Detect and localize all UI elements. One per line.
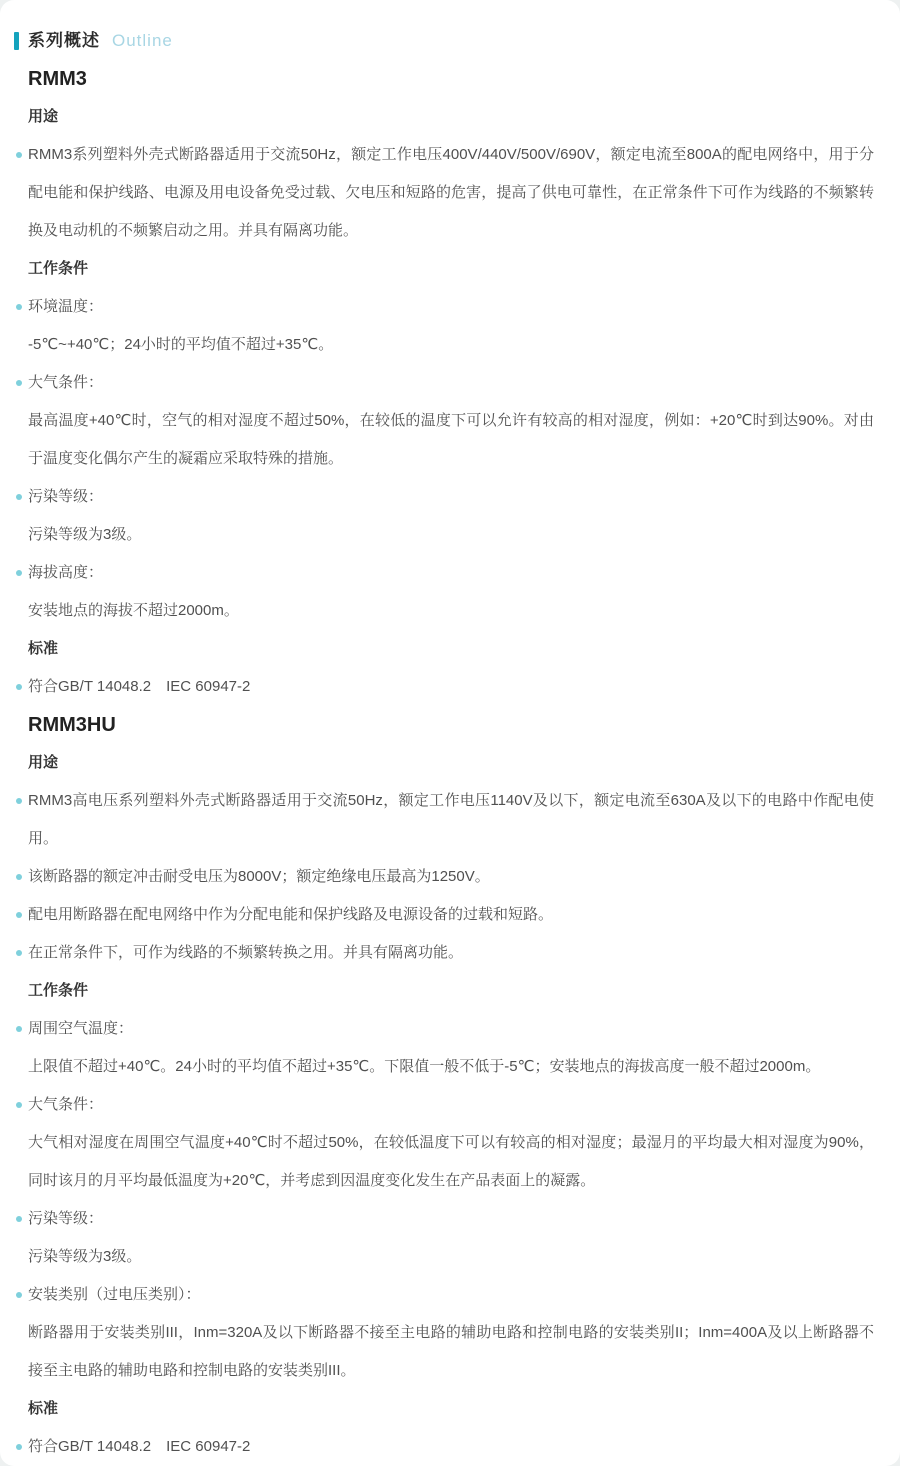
rmm3-standard-heading: 标准 xyxy=(28,640,59,657)
bullet-text: RMM3系列塑料外壳式断路器适用于交流50Hz，额定工作电压400V/440V/500V/690V，额定电流至800A的配电网络中，用于分配电能和保护线路、电源及用电设备免受过载、欠电压和短路的危害，提高了供电可靠性，在正常条件下可作为线路的不频繁转换及电动机的不频繁启动之用。并具有隔离功能。 xyxy=(28,146,874,239)
rmm3-purpose-bullet xyxy=(28,136,874,250)
bullet-dot-icon xyxy=(16,1444,22,1450)
rmm3hu-condition-detail: 上限值不超过+40℃。24小时的平均值不超过+35℃。下限值一般不低于-5℃；安装地点的海拔高度一般不超过2000m。 xyxy=(28,1058,821,1075)
rmm3hu-purpose-bullet xyxy=(28,896,874,934)
bullet-text: 环境温度： xyxy=(28,298,104,315)
bullet-dot-icon xyxy=(16,152,22,158)
content-column xyxy=(14,60,876,1466)
bullet-text: 污染等级： xyxy=(28,1210,104,1227)
rmm3hu-condition-detail: 断路器用于安装类别III，Inm=320A及以下断路器不接至主电路的辅助电路和控制电路的安装类别II；Inm=400A及以上断路器不接至主电路的辅助电路和控制电路的安装类别III。 xyxy=(28,1324,874,1379)
rmm3hu-conditions-heading: 工作条件 xyxy=(28,982,89,999)
rmm3-conditions-heading: 工作条件 xyxy=(28,260,89,277)
rmm3hu-standard-bullet xyxy=(28,1428,874,1466)
bullet-text: RMM3高电压系列塑料外壳式断路器适用于交流50Hz，额定工作电压1140V及以下，额定电流至630A及以下的电路中作配电使用。 xyxy=(28,792,874,847)
bullet-text: 大气条件： xyxy=(28,1096,104,1113)
bullet-dot-icon xyxy=(16,1026,22,1032)
rmm3hu-condition-label xyxy=(28,1200,874,1238)
rmm3hu-condition-detail: 污染等级为3级。 xyxy=(28,1248,142,1265)
rmm3-condition-label xyxy=(28,288,874,326)
rmm3-condition-label xyxy=(28,554,874,592)
bullet-text: 污染等级： xyxy=(28,488,104,505)
product-title-rmm3hu: RMM3HU xyxy=(28,714,116,736)
rmm3hu-condition-label xyxy=(28,1276,874,1314)
rmm3hu-purpose-bullet xyxy=(28,858,874,896)
bullet-dot-icon xyxy=(16,380,22,386)
bullet-dot-icon xyxy=(16,874,22,880)
bullet-dot-icon xyxy=(16,798,22,804)
rmm3-purpose-heading: 用途 xyxy=(28,108,59,125)
bullet-text: 在正常条件下，可作为线路的不频繁转换之用。并具有隔离功能。 xyxy=(28,944,464,961)
rmm3hu-purpose-heading: 用途 xyxy=(28,754,59,771)
rmm3-standard-bullet xyxy=(28,668,874,706)
bullet-dot-icon xyxy=(16,1292,22,1298)
rmm3hu-purpose-bullet xyxy=(28,934,874,972)
bullet-dot-icon xyxy=(16,950,22,956)
rmm3hu-purpose-bullet xyxy=(28,782,874,858)
bullet-dot-icon xyxy=(16,912,22,918)
bullet-text: 大气条件： xyxy=(28,374,104,391)
rmm3-condition-detail: 安装地点的海拔不超过2000m。 xyxy=(28,602,239,619)
bullet-dot-icon xyxy=(16,1216,22,1222)
rmm3-condition-detail: -5℃~+40℃；24小时的平均值不超过+35℃。 xyxy=(28,336,334,353)
bullet-dot-icon xyxy=(16,570,22,576)
rmm3-condition-detail: 污染等级为3级。 xyxy=(28,526,142,543)
bullet-dot-icon xyxy=(16,1102,22,1108)
bullet-text: 海拔高度： xyxy=(28,564,104,581)
bullet-dot-icon xyxy=(16,304,22,310)
rmm3-condition-detail: 最高温度+40℃时，空气的相对湿度不超过50%，在较低的温度下可以允许有较高的相对湿度，例如：+20℃时到达90%。对由于温度变化偶尔产生的凝霜应采取特殊的措施。 xyxy=(28,412,874,467)
accent-bar-icon xyxy=(14,32,19,50)
bullet-text: 配电用断路器在配电网络中作为分配电能和保护线路及电源设备的过载和短路。 xyxy=(28,906,554,923)
rmm3-condition-label xyxy=(28,364,874,402)
section-title-zh: 系列概述 xyxy=(28,31,100,50)
bullet-text: 安装类别（过电压类别）： xyxy=(28,1286,201,1303)
rmm3hu-condition-detail: 大气相对湿度在周围空气温度+40℃时不超过50%，在较低温度下可以有较高的相对湿度；最湿月的平均最大相对湿度为90%，同时该月的月平均最低温度为+20℃，并考虑到因温度变化发生在产品表面上的凝露。 xyxy=(28,1134,874,1189)
rmm3-condition-label xyxy=(28,478,874,516)
rmm3hu-condition-label xyxy=(28,1010,874,1048)
bullet-dot-icon xyxy=(16,494,22,500)
bullet-text: 符合GB/T 14048.2 IEC 60947-2 xyxy=(28,1438,251,1455)
bullet-dot-icon xyxy=(16,684,22,690)
bullet-text: 符合GB/T 14048.2 IEC 60947-2 xyxy=(28,678,251,695)
bullet-text: 周围空气温度： xyxy=(28,1020,134,1037)
rmm3hu-condition-label xyxy=(28,1086,874,1124)
product-title-rmm3: RMM3 xyxy=(28,68,87,90)
bullet-text: 该断路器的额定冲击耐受电压为8000V；额定绝缘电压最高为1250V。 xyxy=(28,868,490,885)
section-title-en: Outline xyxy=(112,31,173,50)
section-header xyxy=(14,22,876,60)
rmm3hu-standard-heading: 标准 xyxy=(28,1400,59,1417)
